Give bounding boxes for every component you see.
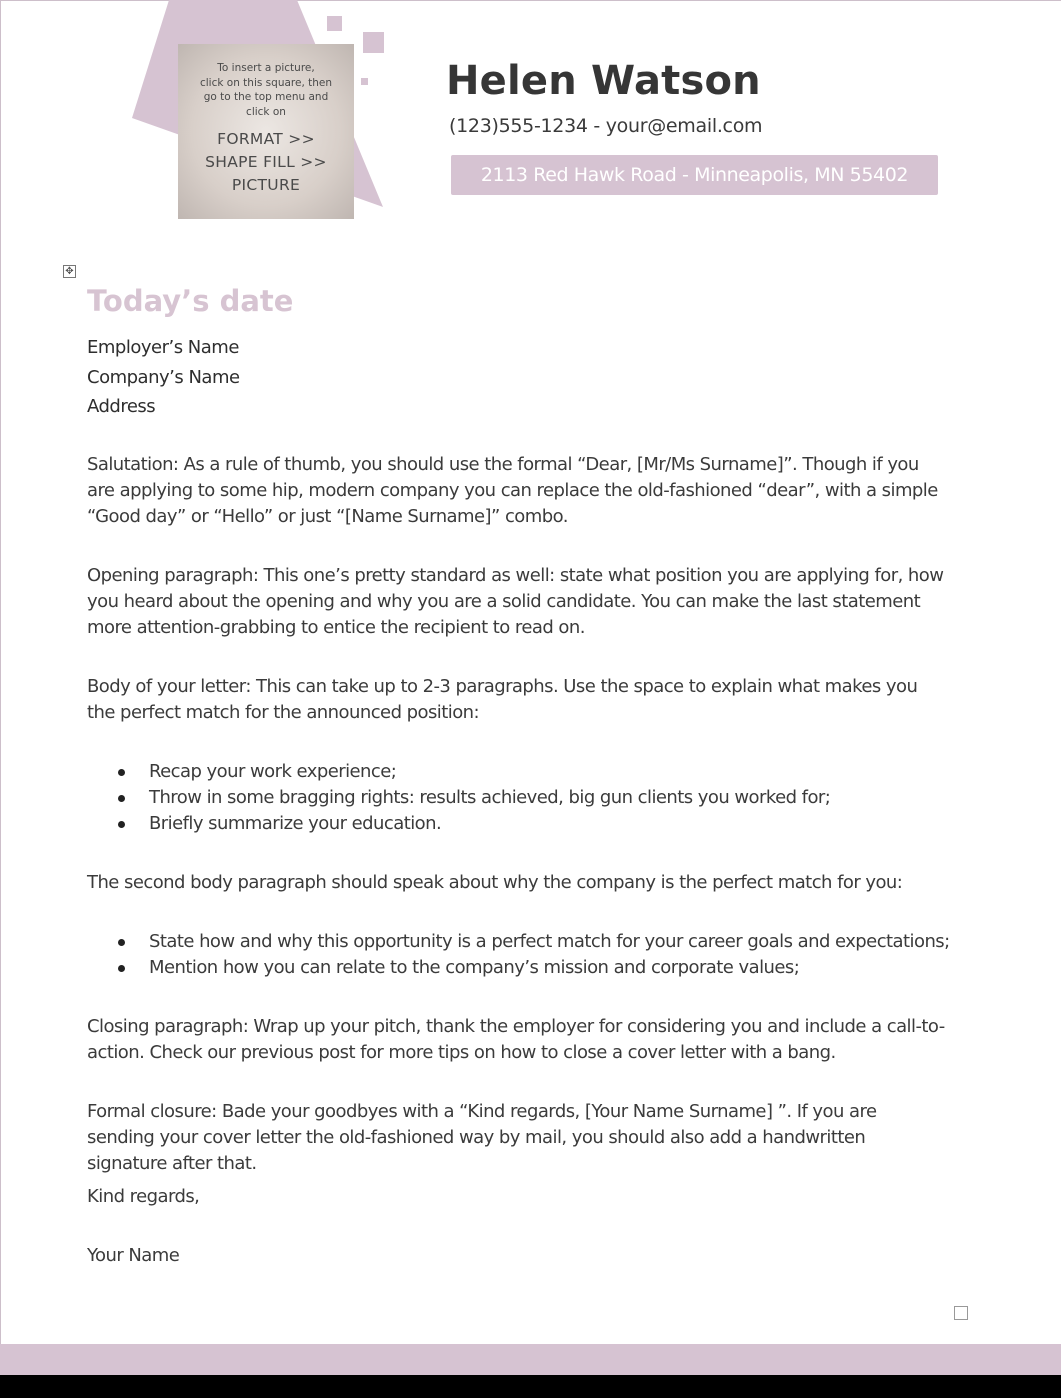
formal-closure-paragraph: Formal closure: Bade your goodbyes with a “Kind regards, [Your Name Surname] ”. If you are sending your cover letter the old-fashioned way by mail, you should also add a handwritten signature after that. — [87, 1101, 877, 1174]
bullet-icon — [118, 769, 125, 776]
address-banner: 2113 Red Hawk Road - Minneapolis, MN 55402 — [451, 155, 938, 195]
menu-path-step: SHAPE FILL >> — [205, 153, 327, 171]
body-bullet-list — [87, 759, 947, 837]
bottom-bar — [0, 1375, 1061, 1398]
contact-info: (123)555-1234 - your@email.com — [449, 115, 763, 137]
table-move-handle-icon[interactable]: ✥ — [63, 265, 76, 278]
decorative-square-2 — [363, 32, 384, 53]
list-item — [87, 955, 947, 981]
anchor-checkbox[interactable] — [954, 1306, 968, 1320]
bullet-icon — [118, 939, 125, 946]
list-item-text: Briefly summarize your education. — [149, 813, 442, 834]
list-item-text: State how and why this opportunity is a perfect match for your career goals and expectations; — [149, 931, 950, 952]
bullet-icon — [118, 795, 125, 802]
instruction-line: To insert a picture, — [217, 62, 315, 74]
bullet-icon — [118, 821, 125, 828]
company-name: Company’s Name — [87, 366, 240, 388]
applicant-name: Helen Watson — [446, 58, 761, 104]
menu-path-step: PICTURE — [231, 176, 301, 194]
recipient-address: Address — [87, 396, 156, 417]
list-item-text: Throw in some bragging rights: results achieved, big gun clients you worked for; — [149, 787, 831, 808]
employer-name: Employer’s Name — [87, 337, 239, 358]
second-body-paragraph: The second body paragraph should speak about why the company is the perfect match for you: — [87, 872, 903, 893]
bullet-icon — [118, 965, 125, 972]
footer-band — [0, 1344, 1061, 1375]
instruction-line: click on this square, then — [199, 76, 333, 89]
list-item — [87, 929, 950, 955]
photo-menu-path — [178, 128, 354, 197]
photo-instructions — [178, 61, 354, 119]
decorative-square-1 — [327, 16, 342, 31]
instruction-line: go to the top menu and — [203, 91, 329, 103]
letter-date: Today’s date — [87, 284, 294, 318]
decorative-square-3 — [361, 78, 368, 85]
sign-off: Kind regards, — [87, 1186, 200, 1207]
instruction-line: click on — [246, 105, 286, 118]
list-item — [87, 811, 947, 837]
signature-name: Your Name — [87, 1245, 180, 1266]
salutation-paragraph: Salutation: As a rule of thumb, you should use the formal “Dear, [Mr/Ms Surname]”. Though if you are applying to some hip, modern company you can replace the old-fashioned “dear”, with a simple “Good day” or “Hello” or just “[Name Surname]” combo. — [87, 454, 938, 527]
list-item-text: Recap your work experience; — [149, 761, 397, 782]
list-item — [87, 785, 947, 811]
body-intro-paragraph: Body of your letter: This can take up to 2-3 paragraphs. Use the space to explain what makes you the perfect match for the announced position: — [87, 676, 918, 723]
list-item-text: Mention how you can relate to the company’s mission and corporate values; — [149, 957, 800, 978]
photo-placeholder[interactable] — [178, 44, 354, 219]
second-bullet-list — [87, 929, 950, 981]
menu-path-step: FORMAT >> — [217, 130, 315, 148]
opening-paragraph: Opening paragraph: This one’s pretty standard as well: state what position you are applying for, how you heard about the opening and why you are a solid candidate. You can make the last statement more attention-grabbing to entice the recipient to read on. — [87, 565, 944, 638]
list-item — [87, 759, 947, 785]
closing-paragraph: Closing paragraph: Wrap up your pitch, thank the employer for considering you and include a call-to-action. Check our previous post for more tips on how to close a cover letter with a bang. — [87, 1016, 945, 1063]
recipient-block — [87, 333, 240, 422]
